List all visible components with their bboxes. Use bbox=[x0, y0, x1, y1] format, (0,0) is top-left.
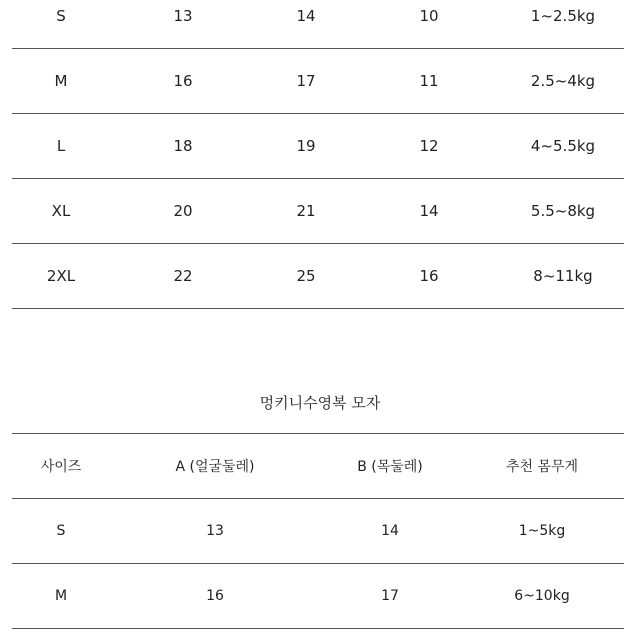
column-header: A (얼굴둘레) bbox=[110, 434, 320, 499]
weight-cell: 1~2.5kg bbox=[502, 0, 624, 49]
table-cell: 25 bbox=[256, 244, 356, 309]
table-row bbox=[12, 244, 624, 309]
table-cell: 17 bbox=[256, 49, 356, 114]
table-cell: 14 bbox=[256, 0, 356, 49]
table-cell: 16 bbox=[356, 244, 502, 309]
table-row bbox=[12, 499, 624, 564]
size-cell: S bbox=[12, 499, 110, 564]
table-row bbox=[12, 179, 624, 244]
weight-cell: 5.5~8kg bbox=[502, 179, 624, 244]
table-row bbox=[12, 0, 624, 49]
table-row bbox=[12, 564, 624, 629]
column-header: 추천 몸무게 bbox=[460, 434, 624, 499]
weight-cell: 1~5kg bbox=[460, 499, 624, 564]
table-cell: 14 bbox=[320, 499, 460, 564]
table-row bbox=[12, 49, 624, 114]
size-cell: 2XL bbox=[12, 244, 110, 309]
weight-cell: 6~10kg bbox=[460, 564, 624, 629]
size-cell: S bbox=[12, 0, 110, 49]
table-cell: 16 bbox=[110, 564, 320, 629]
table-cell: 19 bbox=[256, 114, 356, 179]
table-cell: 11 bbox=[356, 49, 502, 114]
size-cell: M bbox=[12, 564, 110, 629]
table-cell: 13 bbox=[110, 0, 256, 49]
table-cell: 14 bbox=[356, 179, 502, 244]
size-cell: XL bbox=[12, 179, 110, 244]
table-header-row bbox=[12, 434, 624, 499]
size-cell: M bbox=[12, 49, 110, 114]
column-header: B (목둘레) bbox=[320, 434, 460, 499]
weight-cell: 4~5.5kg bbox=[502, 114, 624, 179]
table-cell: 13 bbox=[110, 499, 320, 564]
size-table-hat bbox=[12, 433, 624, 629]
weight-cell: 8~11kg bbox=[502, 244, 624, 309]
size-table-top bbox=[12, 0, 624, 309]
table-cell: 16 bbox=[110, 49, 256, 114]
table-cell: 10 bbox=[356, 0, 502, 49]
table-cell: 21 bbox=[256, 179, 356, 244]
table-cell: 17 bbox=[320, 564, 460, 629]
table-cell: 20 bbox=[110, 179, 256, 244]
table-title: 멍키니수영복 모자 bbox=[259, 394, 381, 412]
table-cell: 22 bbox=[110, 244, 256, 309]
table-cell: 12 bbox=[356, 114, 502, 179]
size-cell: L bbox=[12, 114, 110, 179]
weight-cell: 2.5~4kg bbox=[502, 49, 624, 114]
table-row bbox=[12, 114, 624, 179]
table-cell: 18 bbox=[110, 114, 256, 179]
column-header: 사이즈 bbox=[12, 434, 110, 499]
